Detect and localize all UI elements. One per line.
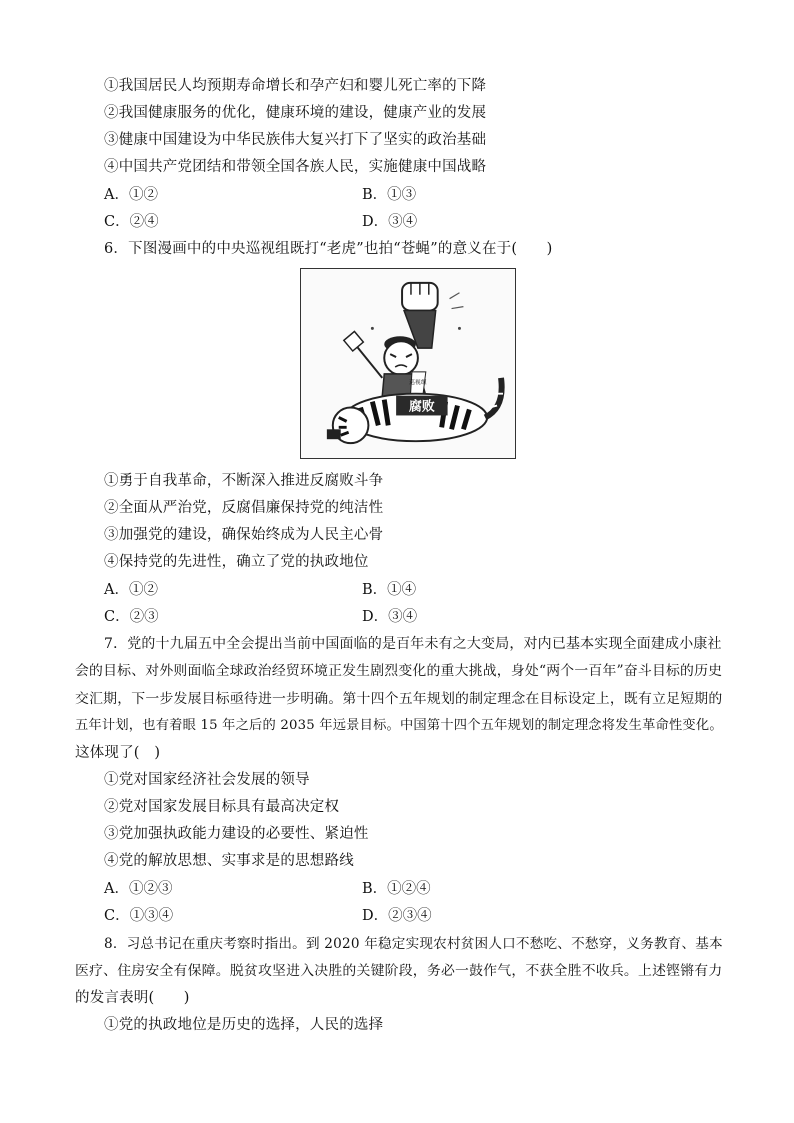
tiger-cartoon-illustration (301, 269, 515, 458)
q8-stem-line-2: 医疗、住房安全有保障。脱贫攻坚进入决胜的关键阶段，务必一鼓作气，不获全胜不收兵。上述铿锵有力 (75, 963, 723, 979)
q6-item-2: ②全面从严治党，反腐倡廉保持党的纯洁性 (104, 500, 384, 516)
q5-option-c[interactable]: C．②④ (104, 214, 159, 230)
q7-option-a[interactable]: A．①②③ (104, 881, 173, 897)
q6-option-a[interactable]: A．①② (104, 582, 158, 598)
q5-item-4: ④中国共产党团结和带领全国各族人民，实施健康中国战略 (104, 159, 487, 175)
tiger-label: 腐败 (408, 399, 435, 415)
q7-item-3: ③党加强执政能力建设的必要性、紧迫性 (104, 826, 369, 842)
q5-item-2: ②我国健康服务的优化，健康环境的建设，健康产业的发展 (104, 105, 487, 121)
q7-stem-line-5: 这体现了( ) (75, 745, 161, 761)
q6-stem: 6．下图漫画中的中央巡视组既打“老虎”也拍“苍蝇”的意义在于( ) (104, 241, 553, 257)
q6-option-b[interactable]: B．①④ (362, 582, 417, 598)
q5-option-d[interactable]: D．③④ (362, 214, 418, 230)
q7-option-b[interactable]: B．①②④ (362, 881, 431, 897)
fly-swatter-icon (344, 331, 382, 377)
q7-option-c[interactable]: C．①③④ (104, 908, 174, 924)
q5-option-b[interactable]: B．①③ (362, 187, 417, 203)
sash-label: 巡视组 (409, 378, 427, 386)
q7-item-1: ①党对国家经济社会发展的领导 (104, 772, 310, 788)
q6-cartoon (300, 268, 516, 459)
q5-item-1: ①我国居民人均预期寿命增长和孕产妇和婴儿死亡率的下降 (104, 78, 487, 94)
q8-item-1: ①党的执政地位是历史的选择，人民的选择 (104, 1017, 384, 1033)
q7-stem-line-4: 五年计划，也有着眼 15 年之后的 2035 年远景目标。中国第十四个五年规划的制定理念将发生革命性变化。 (75, 718, 723, 733)
q7-item-2: ②党对国家发展目标具有最高决定权 (104, 799, 340, 815)
q6-option-d[interactable]: D．③④ (362, 609, 418, 625)
q7-stem-line-3: 交汇期，下一步发展目标亟待进一步明确。第十四个五年规划的制定理念在目标设定上，既有立足短期的 (75, 691, 723, 707)
q8-stem-line-3: 的发言表明( ) (75, 990, 190, 1006)
q6-item-4: ④保持党的先进性，确立了党的执政地位 (104, 554, 369, 570)
q7-item-4: ④党的解放思想、实事求是的思想路线 (104, 853, 354, 869)
q7-stem-line-1: 7．党的十九届五中全会提出当前中国面临的是百年未有之大变局，对内已基本实现全面建成小康社 (104, 636, 722, 652)
q8-stem-line-1: 8．习总书记在重庆考察时指出。到 2020 年稳定实现农村贫困人口不愁吃、不愁穿，义务教育、基本 (104, 936, 723, 952)
q6-item-1: ①勇于自我革命，不断深入推进反腐败斗争 (104, 473, 384, 489)
q6-item-3: ③加强党的建设，确保始终成为人民主心骨 (104, 527, 384, 543)
q5-item-3: ③健康中国建设为中华民族伟大复兴打下了坚实的政治基础 (104, 132, 487, 148)
q6-option-c[interactable]: C．②③ (104, 609, 159, 625)
q7-option-d[interactable]: D．②③④ (362, 908, 432, 924)
q7-stem-line-2: 会的目标、对外则面临全球政治经贸环境正发生剧烈变化的重大挑战，身处“两个一百年”奋斗目标的历史 (75, 663, 723, 679)
q5-option-a[interactable]: A．①② (104, 187, 158, 203)
